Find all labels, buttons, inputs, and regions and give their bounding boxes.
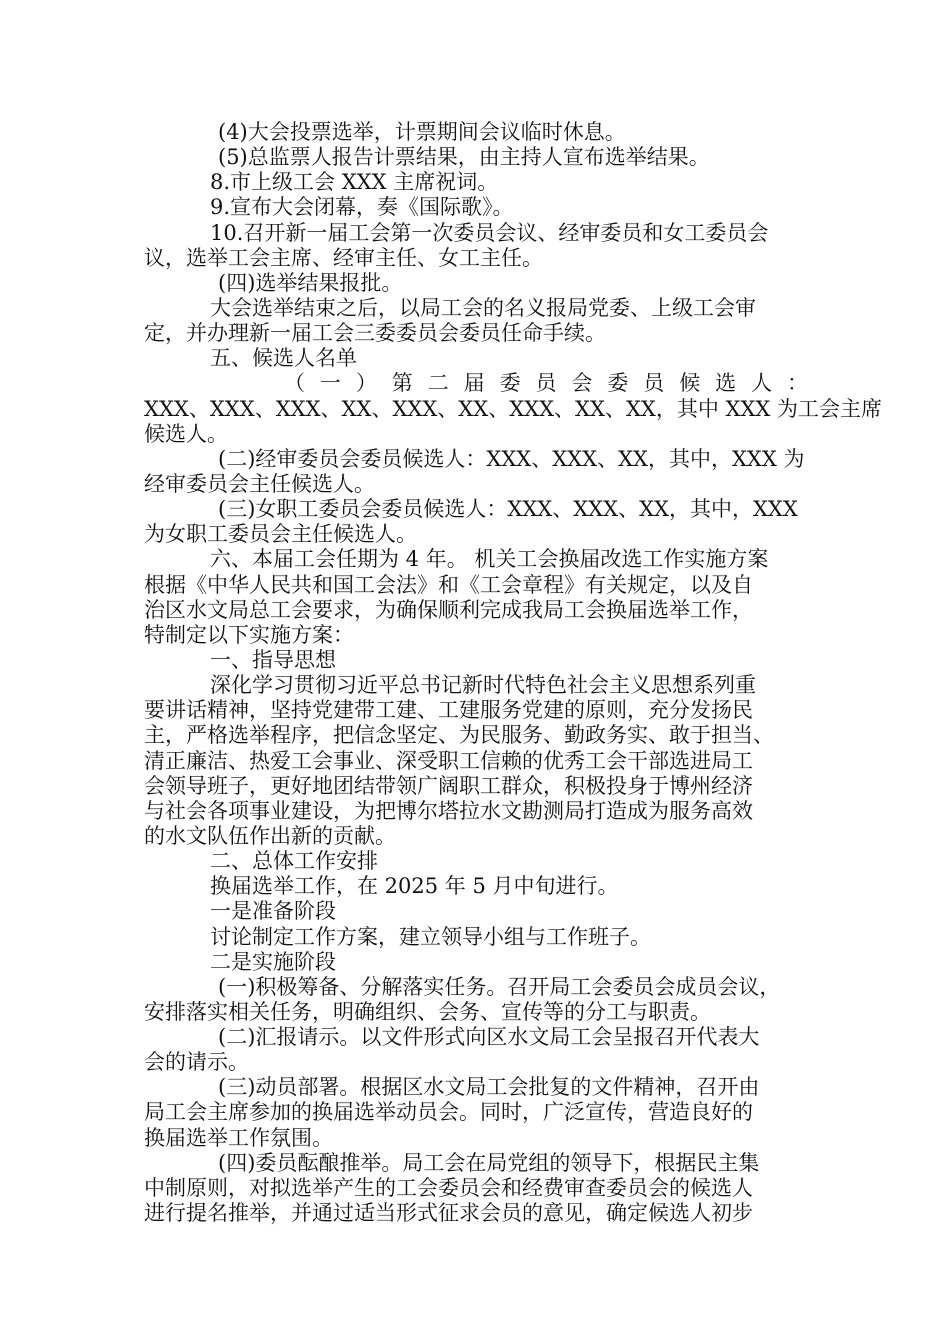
- document-line: 9.宣布大会闭幕，奏《国际歌》。: [210, 195, 514, 220]
- document-line: 会的请示。: [144, 1050, 249, 1075]
- document-line: (二)汇报请示。以文件形式向区水文局工会呈报召开代表大: [218, 1025, 760, 1050]
- document-line: 会领导班子，更好地团结带领广阔职工群众，积极投身于博州经济: [144, 773, 753, 798]
- document-line: (三)动员部署。根据区水文局工会批复的文件精神，召开由: [218, 1075, 760, 1100]
- document-line: 定，并办理新一届工会三委委员会委员任命手续。: [144, 321, 606, 346]
- document-line: (二)经审委员会委员候选人：XXX、XXX、XX，其中，XXX 为: [218, 446, 805, 471]
- document-line: 清正廉洁、热爱工会事业、深受职工信赖的优秀工会干部选进局工: [144, 748, 753, 773]
- document-line: 换届选举工作氛围。: [144, 1125, 333, 1150]
- document-line: 10.召开新一届工会第一次委员会议、经审委员和女工委员会: [210, 220, 769, 245]
- document-line: 进行提名推举，并通过适当形式征求会员的意见，确定候选人初步: [144, 1201, 753, 1226]
- document-line: 主，严格选举程序，把信念坚定、为民服务、勤政务实、敢于担当、: [144, 723, 774, 748]
- document-line: 二是实施阶段: [210, 949, 336, 974]
- document-line: 为女职工委员会主任候选人。: [144, 522, 417, 547]
- document-line: 一、指导思想: [210, 647, 336, 672]
- document-line: (4)大会投票选举，计票期间会议临时休息。: [218, 120, 626, 144]
- document-line: 大会选举结束之后，以局工会的名义报局党委、上级工会审: [210, 295, 756, 320]
- document-line: 讨论制定工作方案，建立领导小组与工作班子。: [210, 924, 651, 949]
- document-line: 治区水文局总工会要求，为确保顺利完成我局工会换届选举工作，: [144, 597, 753, 622]
- document-line: 的水文队伍作出新的贡献。: [144, 823, 396, 848]
- document-line: 议，选举工会主席、经审主任、女工主任。: [144, 245, 543, 270]
- document-line: 候选人。: [144, 421, 228, 446]
- document-line: 换届选举工作，在 2025 年 5 月中旬进行。: [210, 874, 619, 899]
- document-line: 中制原则，对拟选举产生的工会委员会和经费审查委员会的候选人: [144, 1175, 753, 1200]
- document-line: 安排落实相关任务，明确组织、会务、宣传等的分工与职责。: [144, 999, 711, 1024]
- document-line: 局工会主席参加的换届选举动员会。同时，广泛宣传，营造良好的: [144, 1100, 753, 1125]
- document-line: (一)积极筹备、分解落实任务。召开局工会委员会成员会议，: [218, 974, 781, 999]
- document-line: 经审委员会主任候选人。: [144, 471, 375, 496]
- document-line: 特制定以下实施方案：: [144, 622, 354, 647]
- document-line: 二、总体工作安排: [210, 849, 378, 874]
- document-line: (三)女职工委员会委员候选人：XXX、XXX、XX，其中，XXX: [218, 497, 798, 522]
- document-line: （ 一 ） 第 二 届 委 员 会 委 员 候 选 人 ：: [284, 371, 808, 396]
- document-line: (5)总监票人报告计票结果，由主持人宣布选举结果。: [218, 145, 710, 170]
- document-line: 8.市上级工会 XXX 主席祝词。: [210, 170, 499, 195]
- document-line: 要讲话精神，坚持党建带工建、工建服务党建的原则，充分发扬民: [144, 698, 753, 723]
- document-line: 五、候选人名单: [210, 346, 357, 371]
- document-line: 与社会各项事业建设，为把博尔塔拉水文勘测局打造成为服务高效: [144, 798, 753, 823]
- document-line: 深化学习贯彻习近平总书记新时代特色社会主义思想系列重: [210, 673, 756, 698]
- document-line: 根据《中华人民共和国工会法》和《工会章程》有关规定，以及自: [144, 572, 753, 597]
- document-line: 六、本届工会任期为 4 年。 机关工会换届改选工作实施方案: [210, 547, 769, 572]
- document-line: (四)选举结果报批。: [218, 270, 403, 295]
- document-line: XXX、XXX、XXX、XX、XXX、XX、XXX、XX、XX，其中 XXX 为工会主席: [144, 396, 883, 421]
- document-line: 一是准备阶段: [210, 899, 336, 924]
- document-line: (四)委员酝酿推举。局工会在局党组的领导下，根据民主集: [218, 1150, 760, 1175]
- document-body: [144, 120, 883, 1226]
